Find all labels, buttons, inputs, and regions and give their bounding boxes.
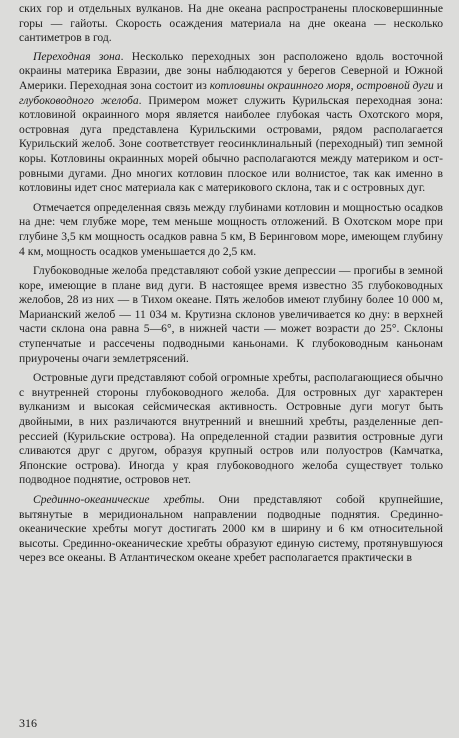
italic-term: котловины окраинного моря, островной дуги xyxy=(209,78,434,92)
paragraph-continuation xyxy=(19,2,443,46)
paragraph-mid-ocean-ridges xyxy=(19,493,443,566)
text-run: Глубоководные желоба представляют собой узкие депрессии — прогибы в земной коре, имеющие в плане вид дуги. В настоящее время известно 35 глубоководных желобов, 28 из них — в Тихом океане. Пять желобов имеют глубину более 10 000 м, Марианский желоб — 11 034 м. Крутизна склонов увеличивается ко дну: в верхней части склона она равна 5—6°, в нижней части — может возрасти до 25°. Склоны ступенчатые и рассечены подводными каньонами. К глубоководным каньонам приурочены очаги землетрясений. xyxy=(19,264,443,365)
text-run: Островные дуги представляют собой огромные хребты, располагающиеся обычно с внутренней стороны глубоководного желоба. Для островных дуг характерен вулканизм и высокая сейсмическая активность. Островные дуги могут быть двойными, в них различаются внутренний и внешний хребты, разделенные депрессией (Курильские острова). На определенной стадии развития островные дуги сливаются друг с другом, образуя крупный остров или полуостров (Камчатка, Японские острова). Иногда у края глубоководного желоба существует только подводное поднятие, островов нет. xyxy=(19,371,443,487)
paragraph-depth-sediment xyxy=(19,201,443,259)
italic-term: Переходная зона xyxy=(33,49,121,63)
text-run: . Примером может служить Курильская переходная зона: котловиной окраинного моря является наиболее глубокая часть Охотского моря, островная дуга представлена Курильскими островами, рядом располагается Курильский желоб. Зоне соответствует геосинклинальный (переходный) тип земной коры. Котловины окраинных морей обычно располагаются между материком и островными дугами. Дно многих котловин плоское или волнистое, так как именно в котловины идет снос материала как с материкового склона, так и с островных дуг. xyxy=(19,93,443,195)
paragraph-deep-trenches xyxy=(19,264,443,366)
italic-term: Срединно-океанические хребты xyxy=(33,493,202,506)
text-run: . Несколько переходных зон расположено вдоль восточной окраины материка Евразии, две зоны наблюдаются у берегов Северной и Южной Америки. Переходная зона состоит из xyxy=(19,49,443,92)
text-run: ских гор и отдельных вулканов. На дне океана распространены плосковершинные горы — гайоты. Скорость осаждения материала на дне океана — несколько сантиметров в год. xyxy=(19,2,443,45)
text-run: Отмечается определенная связь между глубинами котловин и мощностью осадков на дне: чем глубже море, тем меньше мощность отложений. В Охотском море при глубине 3,5 км мощность осадков равна 5 км, В Беринговом море, имеющем глубину 4 км, мощность осадков уменьшается до 2,5 км. xyxy=(19,200,443,258)
page-number: 316 xyxy=(19,716,37,730)
text-run: и xyxy=(433,78,443,92)
paragraph-island-arcs xyxy=(19,371,443,488)
text-run: . Они представляют собой крупнейшие, вытянутые в меридиональном направлении подводные поднятия. Срединно-океанические хребты могут достигать 2000 км в ширину и 6 км относительной высоты. Срединно-океанические хребты образуют единую систему, протянувшуюся через все океаны. В Атлантическом океане хребет располагается практически в xyxy=(19,493,443,565)
paragraph-transition-zone xyxy=(19,50,443,196)
italic-term: глубоководного желоба xyxy=(19,93,139,107)
